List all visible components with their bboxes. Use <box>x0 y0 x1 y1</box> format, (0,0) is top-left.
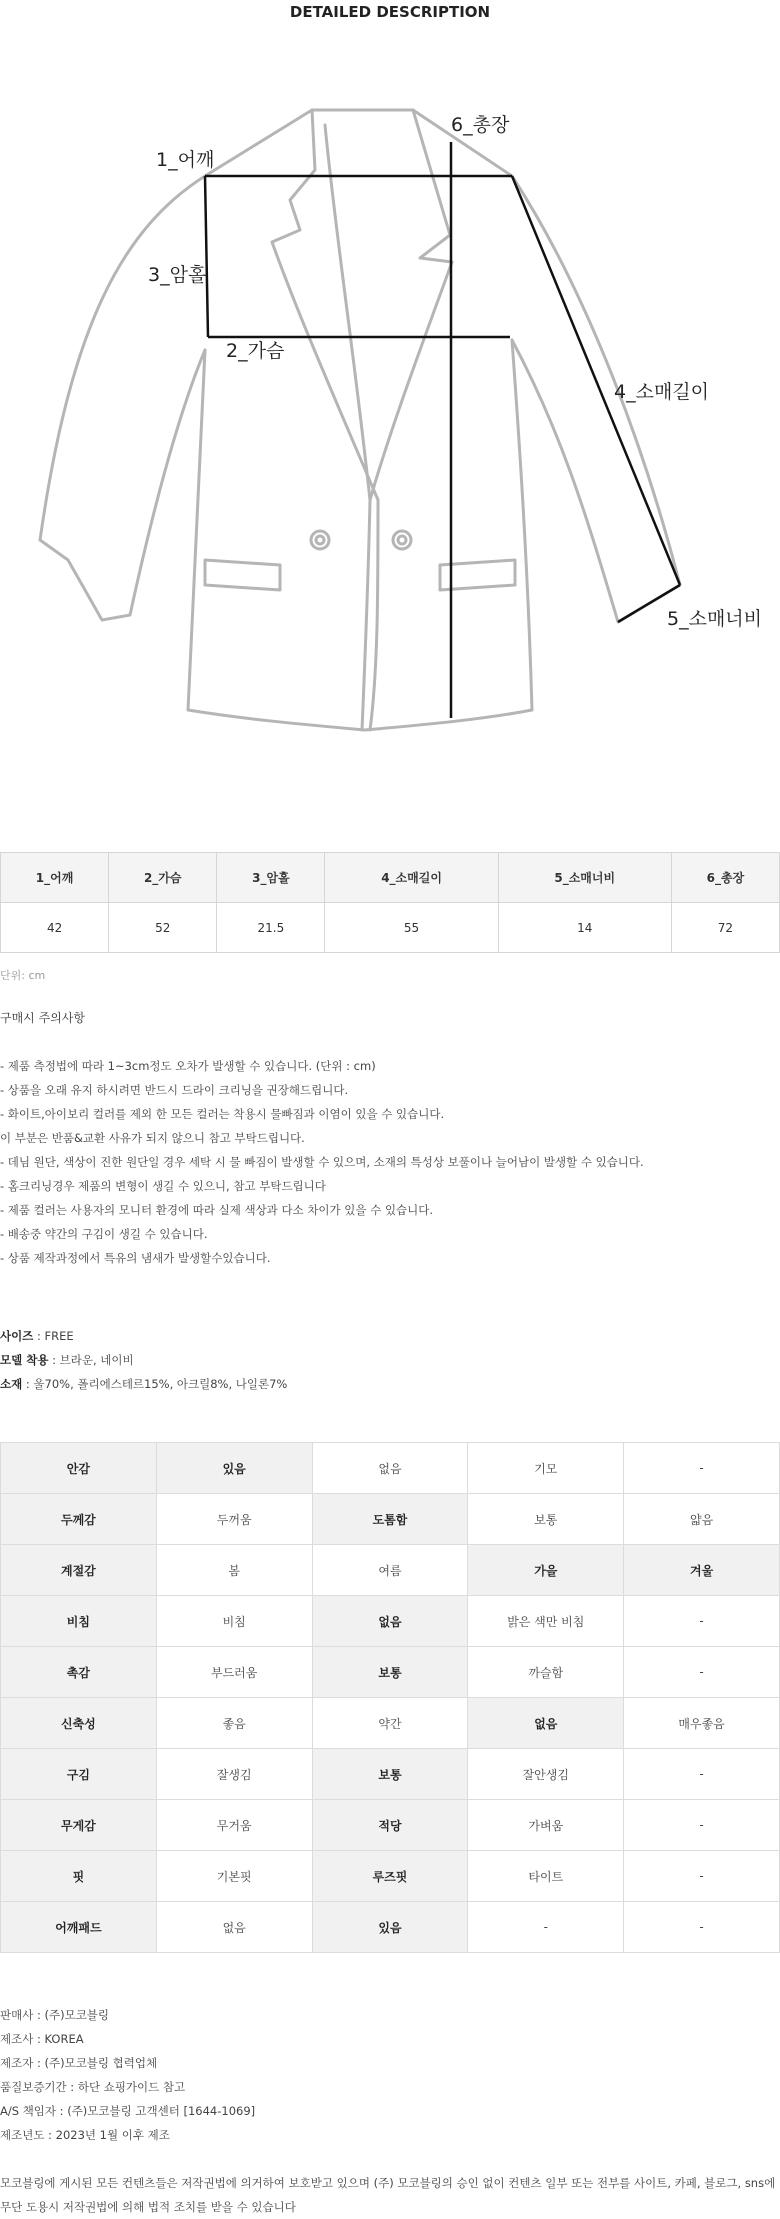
attribute-option-cell: 얇음 <box>624 1494 780 1545</box>
spec-material-label: 소재 <box>0 1377 23 1391</box>
attribute-option-cell: 도톰함 <box>312 1494 468 1545</box>
copyright-notice: 모코블링에 게시된 모든 컨텐츠들은 저작권법에 의거하여 보호받고 있으며 (주) 모코블링의 승인 없이 컨텐츠 일부 또는 전부를 사이트, 카페, 블로그, sns에 무단 도용시 저작권법에 의해 법적 조치를 받을 수 있습니다 <box>0 2176 776 2214</box>
size-header-cell: 5_소매너비 <box>498 853 671 903</box>
attribute-row <box>1 1647 780 1698</box>
attribute-option-cell: 잘안생김 <box>468 1749 624 1800</box>
attribute-name-cell: 핏 <box>1 1851 157 1902</box>
label-armhole: 3_암홀 <box>148 264 207 286</box>
left-sleeve-outline <box>40 110 312 620</box>
attribute-option-cell: 기본핏 <box>156 1851 312 1902</box>
attribute-option-cell: 타이트 <box>468 1851 624 1902</box>
label-shoulder: 1_어깨 <box>156 149 215 171</box>
size-table <box>0 852 780 953</box>
note-item: - 제품 측정법에 따라 1~3cm정도 오차가 발생할 수 있습니다. (단위 : cm) <box>0 1059 376 1073</box>
left-pocket <box>205 560 280 590</box>
attribute-option-cell: 적당 <box>312 1800 468 1851</box>
spec-size-value: : FREE <box>33 1329 74 1343</box>
attribute-option-cell: 무거움 <box>156 1800 312 1851</box>
note-item: - 화이트,아이보리 컬러를 제외 한 모든 컬러는 착용시 물빠짐과 이염이 있을 수 있습니다. <box>0 1107 445 1121</box>
attribute-option-cell: 잘생김 <box>156 1749 312 1800</box>
size-value-cell: 72 <box>671 903 779 953</box>
attribute-option-cell: 없음 <box>468 1698 624 1749</box>
attribute-row <box>1 1443 780 1494</box>
attribute-row <box>1 1800 780 1851</box>
attribute-name-cell: 계절감 <box>1 1545 157 1596</box>
spec-material <box>0 1372 780 1396</box>
attribute-option-cell: 밝은 색만 비침 <box>468 1596 624 1647</box>
note-item: - 홈크리닝경우 제품의 변형이 생길 수 있으니, 참고 부탁드립니다 <box>0 1179 326 1193</box>
size-header-cell: 2_가슴 <box>109 853 217 903</box>
attribute-option-cell: 가을 <box>468 1545 624 1596</box>
size-value-cell: 52 <box>109 903 217 953</box>
product-specs <box>0 1324 780 1396</box>
attribute-option-cell: 보통 <box>312 1647 468 1698</box>
size-header-cell: 3_암홀 <box>217 853 325 903</box>
attribute-option-cell: 봄 <box>156 1545 312 1596</box>
attribute-option-cell: 비침 <box>156 1596 312 1647</box>
attribute-name-cell: 구김 <box>1 1749 157 1800</box>
info-line: 제조년도 : 2023년 1월 이후 제조 <box>0 2128 170 2142</box>
attribute-option-cell: 가벼움 <box>468 1800 624 1851</box>
attribute-option-cell: 보통 <box>468 1494 624 1545</box>
size-value-cell: 42 <box>1 903 109 953</box>
attribute-row <box>1 1698 780 1749</box>
attribute-option-cell: 있음 <box>312 1902 468 1953</box>
size-header-cell: 4_소매길이 <box>325 853 498 903</box>
note-item: - 상품을 오래 유지 하시려면 반드시 드라이 크리닝을 권장해드립니다. <box>0 1083 349 1097</box>
attribute-option-cell: - <box>624 1647 780 1698</box>
attribute-name-cell: 신축성 <box>1 1698 157 1749</box>
size-value-cell: 21.5 <box>217 903 325 953</box>
attribute-option-cell: 기모 <box>468 1443 624 1494</box>
note-item: - 데님 원단, 색상이 진한 원단일 경우 세탁 시 물 빠짐이 발생할 수 있으며, 소재의 특성상 보풀이나 늘어남이 발생할 수 있습니다. <box>0 1155 644 1169</box>
attribute-option-cell: 좋음 <box>156 1698 312 1749</box>
right-lapel <box>370 110 452 500</box>
front-opening <box>370 500 378 730</box>
attribute-row <box>1 1902 780 1953</box>
attribute-option-cell: 루즈핏 <box>312 1851 468 1902</box>
attribute-option-cell: 없음 <box>156 1902 312 1953</box>
spec-model-value: : 브라운, 네이비 <box>48 1353 134 1367</box>
right-button <box>393 531 411 549</box>
attribute-option-cell: 부드러움 <box>156 1647 312 1698</box>
attribute-row <box>1 1596 780 1647</box>
front-overlap <box>362 500 370 730</box>
info-line: A/S 책임자 : (주)모코블링 고객센터 [1644-1069] <box>0 2104 256 2118</box>
attribute-option-cell: - <box>468 1902 624 1953</box>
armhole-measure-line <box>205 176 208 337</box>
fabric-attribute-table <box>0 1442 780 1953</box>
attribute-option-cell: 없음 <box>312 1596 468 1647</box>
attribute-name-cell: 비침 <box>1 1596 157 1647</box>
size-value-cell: 14 <box>498 903 671 953</box>
left-button <box>311 531 329 549</box>
attribute-row <box>1 1749 780 1800</box>
unit-note: 단위: cm <box>0 969 46 982</box>
spec-model-label: 모델 착용 <box>0 1353 49 1367</box>
spec-model <box>0 1348 780 1372</box>
attribute-option-cell: - <box>624 1851 780 1902</box>
attribute-row <box>1 1494 780 1545</box>
attribute-option-cell: - <box>624 1902 780 1953</box>
attribute-name-cell: 두께감 <box>1 1494 157 1545</box>
attribute-row <box>1 1851 780 1902</box>
info-line: 제조사 : KOREA <box>0 2032 84 2046</box>
size-table-header-row <box>1 853 780 903</box>
attribute-option-cell: - <box>624 1443 780 1494</box>
label-total-length: 6_총장 <box>451 114 510 136</box>
care-notes-list <box>0 1054 780 1270</box>
size-header-cell: 1_어깨 <box>1 853 109 903</box>
attribute-option-cell: 여름 <box>312 1545 468 1596</box>
jacket-measurement-diagram <box>0 30 780 820</box>
info-line: 제조자 : (주)모코블링 협력업체 <box>0 2056 158 2070</box>
note-item: - 배송중 약간의 구김이 생길 수 있습니다. <box>0 1227 208 1241</box>
attribute-option-cell: 까슬함 <box>468 1647 624 1698</box>
seller-info <box>0 2003 780 2147</box>
size-value-cell: 55 <box>325 903 498 953</box>
jacket-outline-drawing <box>0 30 780 820</box>
info-line: 판매사 : (주)모코블링 <box>0 2008 110 2022</box>
attribute-option-cell: 매우좋음 <box>624 1698 780 1749</box>
spec-size <box>0 1324 780 1348</box>
attribute-name-cell: 안감 <box>1 1443 157 1494</box>
right-sleeve-outline <box>413 110 680 622</box>
attribute-option-cell: 두꺼움 <box>156 1494 312 1545</box>
note-item: - 상품 제작과정에서 특유의 냄새가 발생할수있습니다. <box>0 1251 271 1265</box>
attribute-option-cell: - <box>624 1800 780 1851</box>
attribute-option-cell: - <box>624 1749 780 1800</box>
attribute-name-cell: 무게감 <box>1 1800 157 1851</box>
attribute-option-cell: 없음 <box>312 1443 468 1494</box>
attribute-name-cell: 촉감 <box>1 1647 157 1698</box>
spec-material-value: : 울70%, 폴리에스테르15%, 아크릴8%, 나일론7% <box>22 1377 288 1391</box>
right-body-side <box>512 340 532 710</box>
attribute-option-cell: 보통 <box>312 1749 468 1800</box>
attribute-row <box>1 1545 780 1596</box>
notes-heading: 구매시 주의사항 <box>0 1011 85 1025</box>
label-chest: 2_가슴 <box>226 340 285 362</box>
hem-line <box>188 710 532 730</box>
attribute-option-cell: 약간 <box>312 1698 468 1749</box>
attribute-option-cell: - <box>624 1596 780 1647</box>
label-sleeve-width: 5_소매너비 <box>667 608 763 630</box>
attribute-name-cell: 어깨패드 <box>1 1902 157 1953</box>
attribute-option-cell: 있음 <box>156 1443 312 1494</box>
lapel-inner-line <box>325 125 370 500</box>
note-item: - 제품 컬러는 사용자의 모니터 환경에 따라 실제 색상과 다소 차이가 있을 수 있습니다. <box>0 1203 434 1217</box>
note-item: 이 부분은 반품&교환 사유가 되지 않으니 참고 부탁드립니다. <box>0 1131 305 1145</box>
size-table-value-row <box>1 903 780 953</box>
info-line: 품질보증기간 : 하단 쇼핑가이드 참고 <box>0 2080 186 2094</box>
spec-size-label: 사이즈 <box>0 1329 34 1343</box>
size-header-cell: 6_총장 <box>671 853 779 903</box>
left-body-side <box>188 350 205 710</box>
page-title: DETAILED DESCRIPTION <box>289 3 491 21</box>
label-sleeve-length: 4_소매길이 <box>614 381 710 403</box>
attribute-option-cell: 겨울 <box>624 1545 780 1596</box>
